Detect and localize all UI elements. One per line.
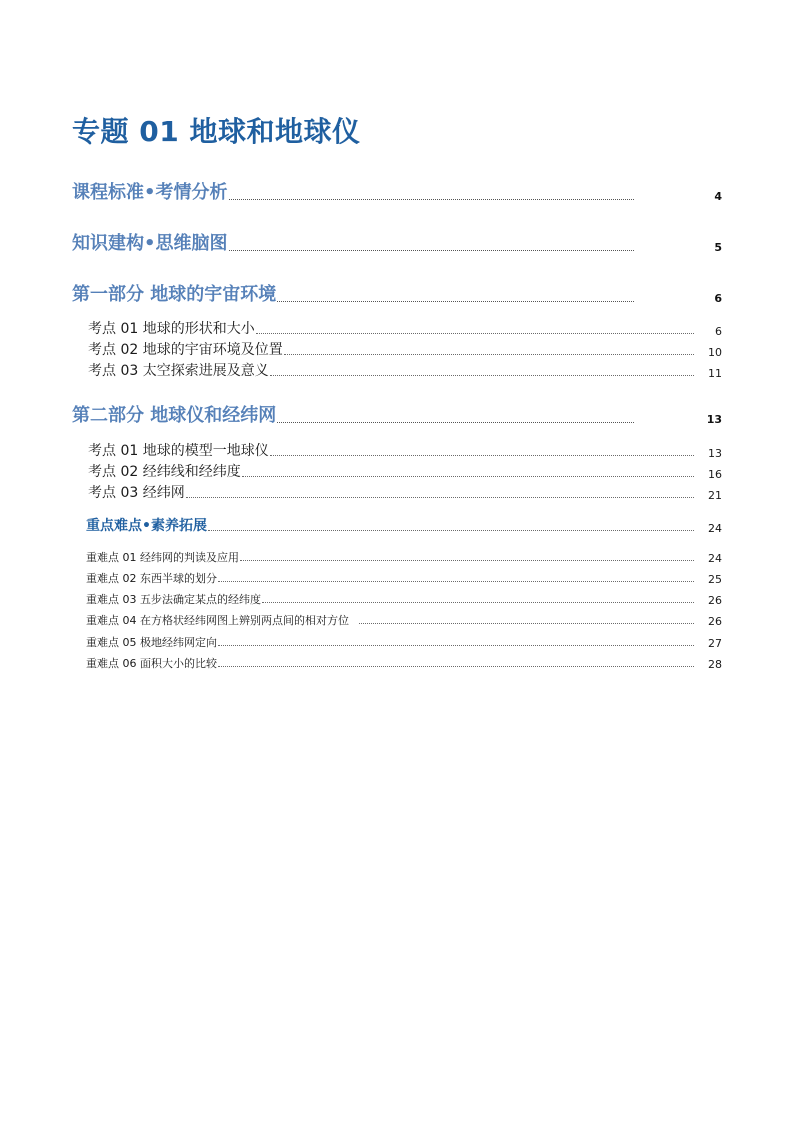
document-title: 专题 01 地球和地球仪: [72, 115, 361, 148]
toc-entry-part1-item-1[interactable]: [88, 318, 722, 338]
toc-leader: [270, 375, 694, 376]
toc-leader: [256, 333, 694, 334]
toc-leader: [270, 455, 694, 456]
toc-entry-part2-item-1[interactable]: [88, 440, 722, 460]
toc-label: 考点 03 太空探索进展及意义: [88, 363, 269, 379]
toc-label: 重难点 04 在方格状经纬网图上辨别两点间的相对方位: [86, 614, 349, 627]
toc-leader: [208, 530, 694, 531]
toc-label: 重难点 01 经纬网的判读及应用: [86, 551, 239, 564]
toc-page-number: 6: [714, 292, 722, 305]
toc-label: 重难点 05 极地经纬网定向: [86, 636, 217, 649]
toc-entry-part1-item-2[interactable]: [88, 339, 722, 359]
toc-leader: [218, 645, 694, 646]
toc-label: 考点 01 地球的形状和大小: [88, 321, 255, 337]
toc-leader: [284, 354, 694, 355]
toc-page-number: 13: [708, 447, 722, 460]
toc-label: 重难点 02 东西半球的划分: [86, 572, 217, 585]
toc-page-number: 26: [708, 594, 722, 607]
toc-label: 考点 03 经纬网: [88, 485, 185, 501]
toc-entry-key-item-5[interactable]: [86, 634, 722, 650]
toc-label: 重难点 06 面积大小的比较: [86, 657, 217, 670]
toc-page-number: 27: [708, 637, 722, 650]
toc-entry-part2-item-2[interactable]: [88, 461, 722, 481]
toc-label: 课程标准•考情分析: [72, 182, 228, 203]
toc-entry-key-item-6[interactable]: [86, 655, 722, 671]
toc-leader: [262, 602, 694, 603]
toc-entry-standards[interactable]: [72, 178, 722, 204]
toc-entry-key-section[interactable]: [86, 515, 722, 535]
toc-leader: [186, 497, 694, 498]
toc-leader: [277, 422, 634, 423]
toc-page-number: 24: [708, 552, 722, 565]
toc-page-number: 10: [708, 346, 722, 359]
toc-entry-part1-item-3[interactable]: [88, 360, 722, 380]
toc-label: 第一部分 地球的宇宙环境: [72, 284, 277, 305]
toc-entry-key-item-3[interactable]: [86, 591, 722, 607]
toc-label: 重难点 03 五步法确定某点的经纬度: [86, 593, 261, 606]
toc-entry-part2-item-3[interactable]: [88, 482, 722, 502]
toc-leader: [359, 623, 694, 624]
toc-entry-part1[interactable]: [72, 280, 722, 306]
toc-page-number: 24: [708, 522, 722, 535]
toc-leader: [229, 199, 634, 200]
toc-page-number: 5: [714, 241, 722, 254]
toc-page-number: 21: [708, 489, 722, 502]
toc-leader: [218, 581, 694, 582]
toc-entry-mindmap[interactable]: [72, 229, 722, 255]
toc-entry-key-item-1[interactable]: [86, 549, 722, 565]
toc-leader: [218, 666, 694, 667]
toc-page-number: 25: [708, 573, 722, 586]
toc-leader: [242, 476, 694, 477]
toc-label: 重点难点•素养拓展: [86, 518, 207, 534]
toc-page-number: 16: [708, 468, 722, 481]
toc-label: 考点 02 地球的宇宙环境及位置: [88, 342, 283, 358]
toc-entry-key-item-4[interactable]: [86, 612, 722, 628]
toc-label: 考点 02 经纬线和经纬度: [88, 464, 241, 480]
toc-leader: [229, 250, 634, 251]
toc-page-number: 13: [706, 413, 722, 426]
toc-leader: [240, 560, 694, 561]
toc-page-number: 11: [708, 367, 722, 380]
toc-page-number: 6: [715, 325, 722, 338]
toc-page-number: 4: [714, 190, 722, 203]
toc-page-number: 26: [708, 615, 722, 628]
toc-label: 考点 01 地球的模型一地球仪: [88, 443, 269, 459]
toc-entry-key-item-2[interactable]: [86, 570, 722, 586]
toc-leader: [277, 301, 634, 302]
toc-entry-part2[interactable]: [72, 401, 722, 427]
toc-label: 第二部分 地球仪和经纬网: [72, 405, 277, 426]
toc-label: 知识建构•思维脑图: [72, 233, 228, 254]
toc-page-number: 28: [708, 658, 722, 671]
